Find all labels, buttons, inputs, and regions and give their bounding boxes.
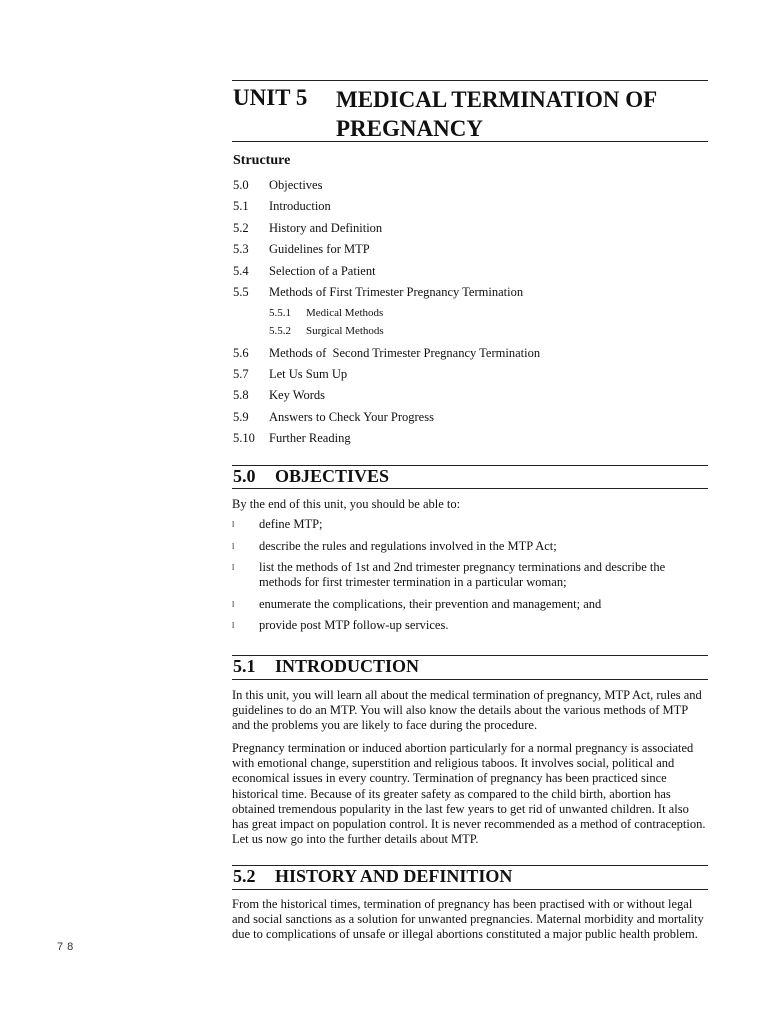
table-of-contents bbox=[233, 176, 713, 450]
list-item: l list the methods of 1st and 2nd trimester pregnancy terminations and describe the methods for first trimester termination in a particular woman; bbox=[232, 560, 666, 589]
toc-item: 5.0 Objectives bbox=[233, 178, 323, 192]
toc-subitem: 5.5.2 Surgical Methods bbox=[269, 324, 384, 337]
toc-item: 5.10 Further Reading bbox=[233, 431, 351, 446]
introduction-heading bbox=[233, 656, 419, 677]
unit-title: MEDICAL TERMINATION OF PREGNANCY bbox=[336, 87, 657, 141]
section-number: 5.1 bbox=[233, 656, 256, 676]
toc-item: 5.2 History and Definition bbox=[233, 220, 383, 235]
title-bottom-rule bbox=[232, 141, 708, 142]
toc-item: 5.9 Answers to Check Your Progress bbox=[233, 409, 434, 424]
introduction-paragraph-1: In this unit, you will learn all about the medical termination of pregnancy, MTP Act, rules and guidelines to do an MTP. You will also know the details about the various methods of MTP and the problems you are likely to face during the procedure. bbox=[232, 688, 702, 733]
history-bottom-rule bbox=[232, 889, 708, 890]
toc-item: 5.3 Guidelines for MTP bbox=[233, 242, 370, 257]
section-number: 5.0 bbox=[233, 466, 256, 486]
bullet-mark: l bbox=[232, 563, 235, 572]
objectives-intro: By the end of this unit, you should be able to: bbox=[232, 497, 461, 511]
objectives-bottom-rule bbox=[232, 488, 708, 489]
list-item: l define MTP; bbox=[232, 517, 323, 531]
history-paragraph: From the historical times, termination of pregnancy has been practised with or without legal and social sanctions as a solution for unwanted pregnancies. Maternal morbidity and mortality due to complications of unsafe or illegal abortions constituted a major public health problem. bbox=[232, 897, 704, 942]
list-item: l enumerate the complications, their prevention and management; and bbox=[232, 596, 602, 611]
structure-heading: Structure bbox=[233, 153, 291, 168]
introduction-bottom-rule bbox=[232, 679, 708, 680]
section-title: INTRODUCTION bbox=[275, 656, 420, 676]
objectives-list bbox=[232, 517, 708, 640]
page-number: 78 bbox=[57, 941, 78, 953]
bullet-mark: l bbox=[232, 621, 235, 630]
bullet-mark: l bbox=[232, 520, 235, 529]
bullet-mark: l bbox=[232, 541, 235, 551]
list-item: l describe the rules and regulations involved in the MTP Act; bbox=[232, 538, 557, 553]
objectives-heading bbox=[233, 466, 389, 487]
section-number: 5.2 bbox=[233, 866, 256, 886]
toc-item: 5.7 Let Us Sum Up bbox=[233, 366, 348, 381]
history-heading bbox=[233, 866, 512, 887]
section-title: OBJECTIVES bbox=[275, 466, 390, 486]
list-item: l provide post MTP follow-up services. bbox=[232, 618, 449, 632]
toc-item: 5.4 Selection of a Patient bbox=[233, 263, 376, 278]
toc-item: 5.8 Key Words bbox=[233, 388, 326, 403]
toc-item: 5.5 Methods of First Trimester Pregnancy Termination bbox=[233, 284, 524, 299]
section-title: HISTORY AND DEFINITION bbox=[275, 866, 513, 886]
introduction-paragraph-2: Pregnancy termination or induced abortion particularly for a normal pregnancy is associated with emotional change, superstition and religious taboos. It involves social, political and economical issues in every country. Termination of pregnancy has been practiced since historical time. Because of its greater safety as compared to the child birth, abortion has obtained tremendous popularity in the last few years to get rid of unwanted children. It also has great impact on population control. It is never recommended as a method of contraception. Let us now go into the further details about MTP. bbox=[232, 741, 706, 847]
toc-subitem: 5.5.1 Medical Methods bbox=[269, 307, 384, 320]
title-top-rule bbox=[232, 80, 708, 81]
toc-item: 5.1 Introduction bbox=[233, 199, 331, 214]
unit-number: UNIT 5 bbox=[233, 85, 308, 110]
bullet-mark: l bbox=[232, 599, 235, 609]
toc-item: 5.6 Methods of Second Trimester Pregnancy Termination bbox=[233, 345, 541, 360]
